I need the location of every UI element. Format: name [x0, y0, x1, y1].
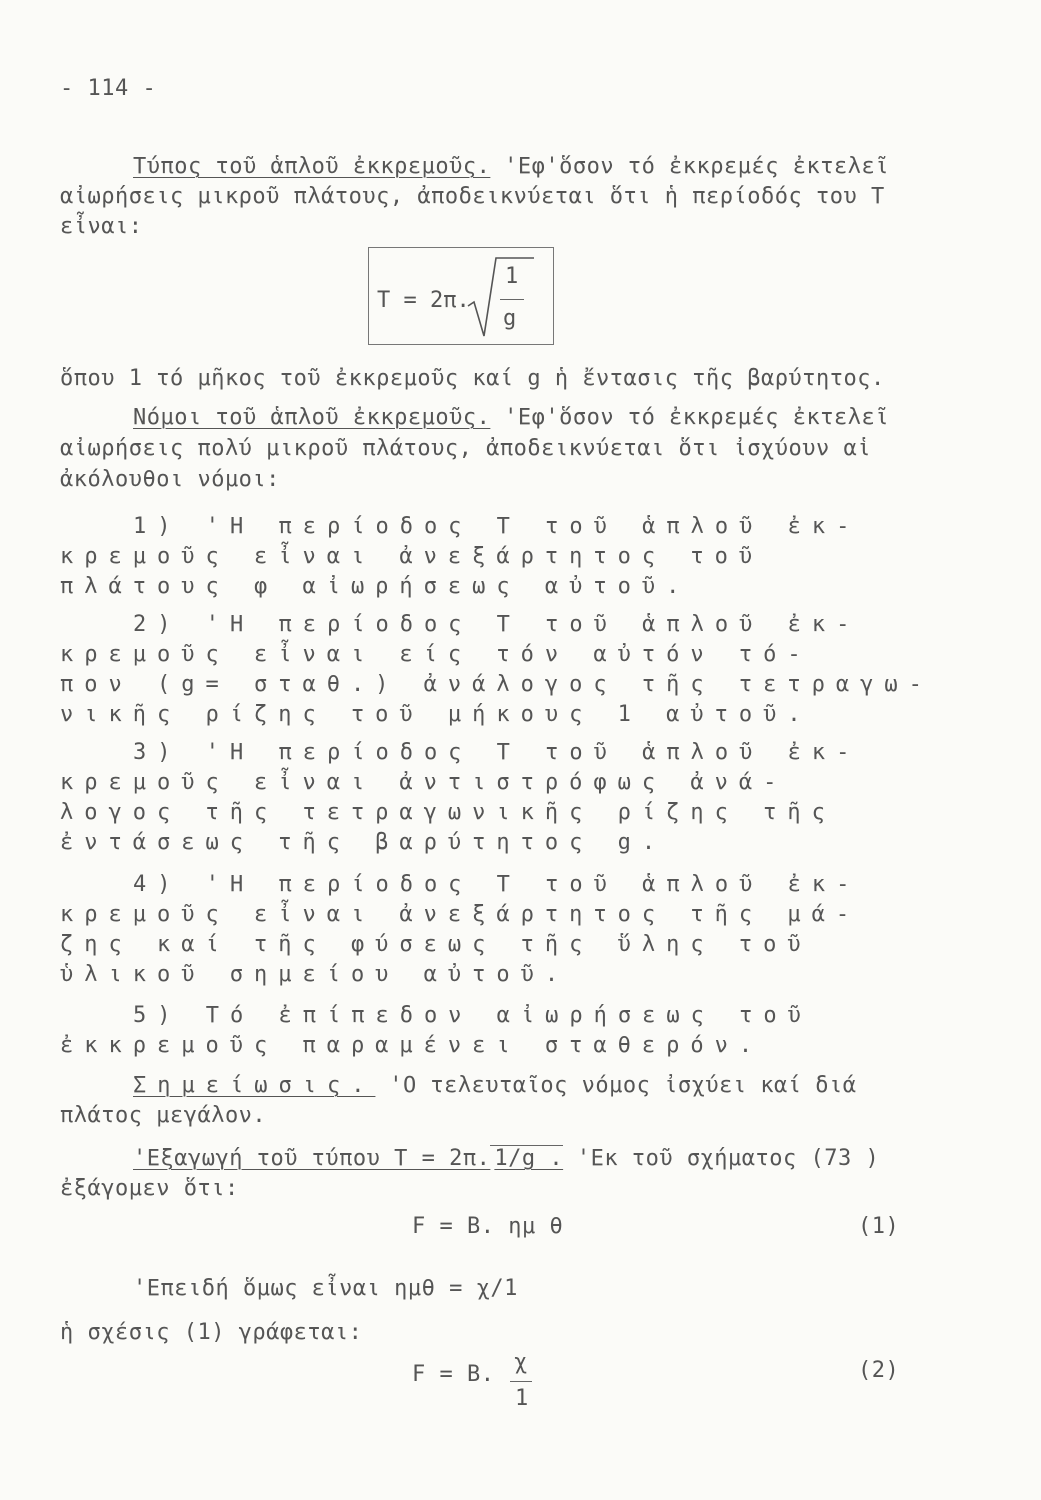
- formula-numerator: 1: [505, 264, 519, 289]
- law-4-line-3: ζης καί τῆς φύσεως τῆς ὕλης τοῦ: [60, 932, 812, 957]
- equation-2-numerator: χ: [514, 1350, 528, 1375]
- section-heading-pendulum-laws: Νόμοι τοῦ ἁπλοῦ ἐκκρεμοῦς.: [133, 405, 491, 430]
- page-number: - 114 -: [60, 76, 157, 101]
- square-root-sign: [466, 254, 536, 340]
- law-5-line-1: 5) Τό ἐπίπεδον αἰωρήσεως τοῦ: [133, 1003, 812, 1028]
- equation-2-fraction-bar: [510, 1381, 532, 1382]
- law-2-line-1: 2) 'Η περίοδος Τ τοῦ ἁπλοῦ ἐκ-: [133, 612, 861, 637]
- law-1-line-3: πλάτους φ αἰωρήσεως αὐτοῦ.: [60, 574, 691, 599]
- paragraph-2-text: 'Εφ'ὅσον τό ἐκκρεμές ἐκτελεῖ: [490, 405, 889, 430]
- derivation-line-1: [133, 1146, 879, 1172]
- equation-1-number: (1): [858, 1214, 900, 1239]
- equation-1: F = B. ημ θ: [412, 1214, 564, 1239]
- formula-lhs: T = 2π.: [377, 288, 470, 313]
- paragraph-2-line-1: [133, 405, 889, 431]
- note-text: 'Ο τελευταῖος νόμος ἰσχύει καί διά: [375, 1073, 857, 1098]
- derivation-text: 'Εκ τοῦ σχήματος (73 ): [563, 1146, 880, 1171]
- paragraph-1-text: 'Εφ'ὅσον τό ἐκκρεμές ἐκτελεῖ: [490, 154, 889, 179]
- note-line-2: πλάτος μεγάλον.: [60, 1103, 267, 1128]
- law-2-line-4: νικῆς ρίζης τοῦ μήκους 1 αὐτοῦ.: [60, 702, 812, 727]
- section-heading-pendulum-formula: Τύπος τοῦ ἁπλοῦ ἐκκρεμοῦς.: [133, 154, 491, 179]
- law-3-line-4: ἐντάσεως τῆς βαρύτητος g.: [60, 830, 667, 855]
- formula-fraction-bar: [500, 299, 524, 300]
- law-4-line-1: 4) 'Η περίοδος Τ τοῦ ἁπλοῦ ἐκ-: [133, 872, 861, 897]
- law-5-line-2: ἐκκρεμοῦς παραμένει σταθερόν.: [60, 1033, 764, 1058]
- note-line-1: [133, 1073, 857, 1099]
- paragraph-2-line-3: ἀκόλουθοι νόμοι:: [60, 467, 280, 492]
- formula-denominator: g: [503, 306, 517, 331]
- law-1-line-1: 1) 'Η περίοδος Τ τοῦ ἁπλοῦ ἐκ-: [133, 514, 861, 539]
- formula-explanation: ὅπου 1 τό μῆκος τοῦ ἐκκρεμοῦς καί g ἡ ἔντασις τῆς βαρύτητος.: [60, 366, 885, 391]
- paragraph-1-line-2: αἰωρήσεις μικροῦ πλάτους, ἀποδεικνύεται ὅτι ἡ περίοδός του Τ: [60, 184, 885, 209]
- law-1-line-2: κρεμοῦς εἶναι ἀνεξάρτητος τοῦ: [60, 544, 764, 569]
- since-line: 'Επειδή ὅμως εἶναι ημθ = χ/1: [133, 1276, 518, 1301]
- law-3-line-3: λογος τῆς τετραγωνικῆς ρίζης τῆς: [60, 800, 836, 825]
- note-heading: Σημείωσις.: [133, 1073, 376, 1098]
- equation-2-number: (2): [858, 1358, 900, 1383]
- paragraph-2-line-2: αἰωρήσεις πολύ μικροῦ πλάτους, ἀποδεικνύεται ὅτι ἰσχύουν αἱ: [60, 436, 871, 461]
- paragraph-1-line-3: εἶναι:: [60, 214, 143, 239]
- relation-line: ἡ σχέσις (1) γράφεται:: [60, 1320, 363, 1345]
- derivation-line-2: ἐξάγομεν ὅτι:: [60, 1176, 239, 1201]
- derivation-heading-root: 1/g .: [490, 1145, 563, 1171]
- law-3-line-2: κρεμοῦς εἶναι ἀντιστρόφως ἀνά-: [60, 770, 788, 795]
- law-3-line-1: 3) 'Η περίοδος Τ τοῦ ἁπλοῦ ἐκ-: [133, 740, 861, 765]
- equation-2-lhs: F = B.: [412, 1362, 495, 1387]
- law-4-line-2: κρεμοῦς εἶναι ἀνεξάρτητος τῆς μά-: [60, 902, 861, 927]
- equation-2-denominator: 1: [515, 1386, 529, 1411]
- derivation-heading: 'Εξαγωγή τοῦ τύπου Τ = 2π.: [133, 1146, 491, 1171]
- law-4-line-4: ὑλικοῦ σημείου αὐτοῦ.: [60, 962, 570, 987]
- paragraph-1-line-1: [133, 154, 889, 180]
- law-2-line-2: κρεμοῦς εἶναι είς τόν αὐτόν τό-: [60, 642, 812, 667]
- law-2-line-3: πον (g= σταθ.) ἀνάλογος τῆς τετραγω-: [60, 672, 933, 697]
